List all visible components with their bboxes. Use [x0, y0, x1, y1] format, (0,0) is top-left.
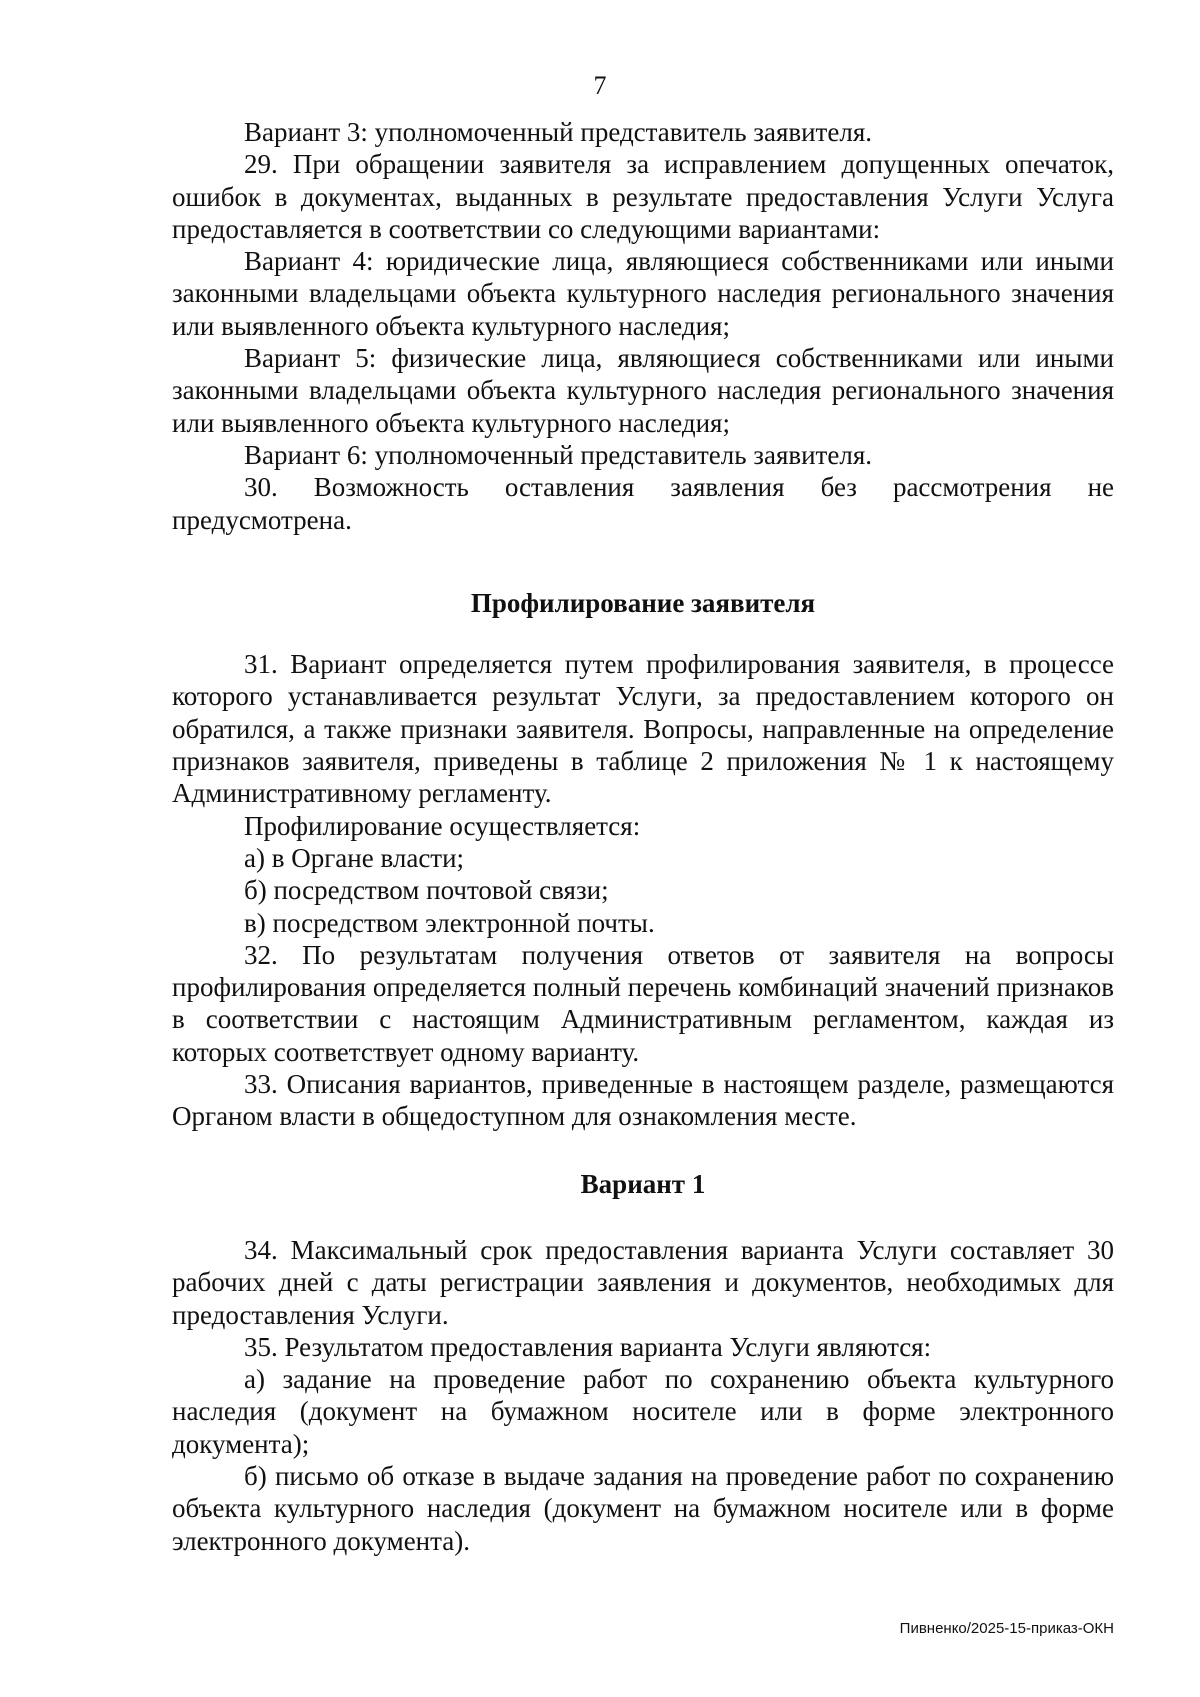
section-heading-variant-1: Вариант 1: [580, 1168, 706, 1199]
paragraph-29: 29. При обращении заявителя за исправлением допущенных опечаток, ошибок в документах, выданных в результате предоставления Услуги Услуга предоставляется в соответствии со следующими вариантами:: [172, 149, 1114, 244]
paragraph-variant-3: Вариант 3: уполномоченный представитель заявителя.: [244, 117, 872, 147]
paragraph-30: 30. Возможность оставления заявления без рассмотрения не предусмотрена.: [172, 472, 1114, 535]
list-item-b: б) посредством почтовой связи;: [244, 875, 609, 906]
list-item-a: а) в Органе власти;: [244, 842, 465, 873]
paragraph-32: 32. По результатам получения ответов от заявителя на вопросы профилирования определяется полный перечень комбинаций значений признаков в соответствии с настоящим Административным регламентом, каждая из которых соответствует одному варианту.: [172, 939, 1114, 1067]
paragraph-35: 35. Результатом предоставления варианта Услуги являются:: [244, 1331, 932, 1362]
paragraph-variant-4: Вариант 4: юридические лица, являющиеся собственниками или иными законными владельцами объекта культурного наследия регионального значения или выявленного объекта культурного наследия;: [172, 246, 1114, 341]
result-item-b: б) письмо об отказе в выдаче задания на проведение работ по сохранению объекта культурного наследия (документ на бумажном носителе или в форме электронного документа).: [172, 1460, 1114, 1556]
paragraph-variant-6: Вариант 6: уполномоченный представитель заявителя.: [244, 439, 872, 470]
paragraph-profiling-intro: Профилирование осуществляется:: [244, 810, 641, 841]
paragraph-33: 33. Описания вариантов, приведенные в настоящем разделе, размещаются Органом власти в общедоступном для ознакомления месте.: [172, 1069, 1114, 1132]
section-heading-profiling: Профилирование заявителя: [470, 587, 816, 618]
list-item-v: в) посредством электронной почты.: [244, 907, 655, 938]
paragraph-variant-5: Вариант 5: физические лица, являющиеся собственниками или иными законными владельцами объекта культурного наследия регионального значения или выявленного объекта культурного наследия;: [172, 343, 1114, 438]
document-footer-id: Пивненко/2025-15-приказ-ОКН: [899, 1620, 1114, 1637]
document-body: [172, 116, 1114, 1557]
result-item-a: а) задание на проведение работ по сохранению объекта культурного наследия (документ на бумажном носителе или в форме электронного документа);: [172, 1364, 1114, 1459]
paragraph-31: 31. Вариант определяется путем профилирования заявителя, в процессе которого устанавливается результат Услуги, за предоставлением которого он обратился, а также признаки заявителя. Вопросы, направленные на определение признаков заявителя, приведены в таблице 2 приложения № 1 к настоящему Административному регламенту.: [172, 649, 1114, 809]
page-number: 7: [593, 71, 607, 100]
paragraph-34: 34. Максимальный срок предоставления варианта Услуги составляет 30 рабочих дней с даты регистрации заявления и документов, необходимых для предоставления Услуги.: [172, 1234, 1114, 1330]
